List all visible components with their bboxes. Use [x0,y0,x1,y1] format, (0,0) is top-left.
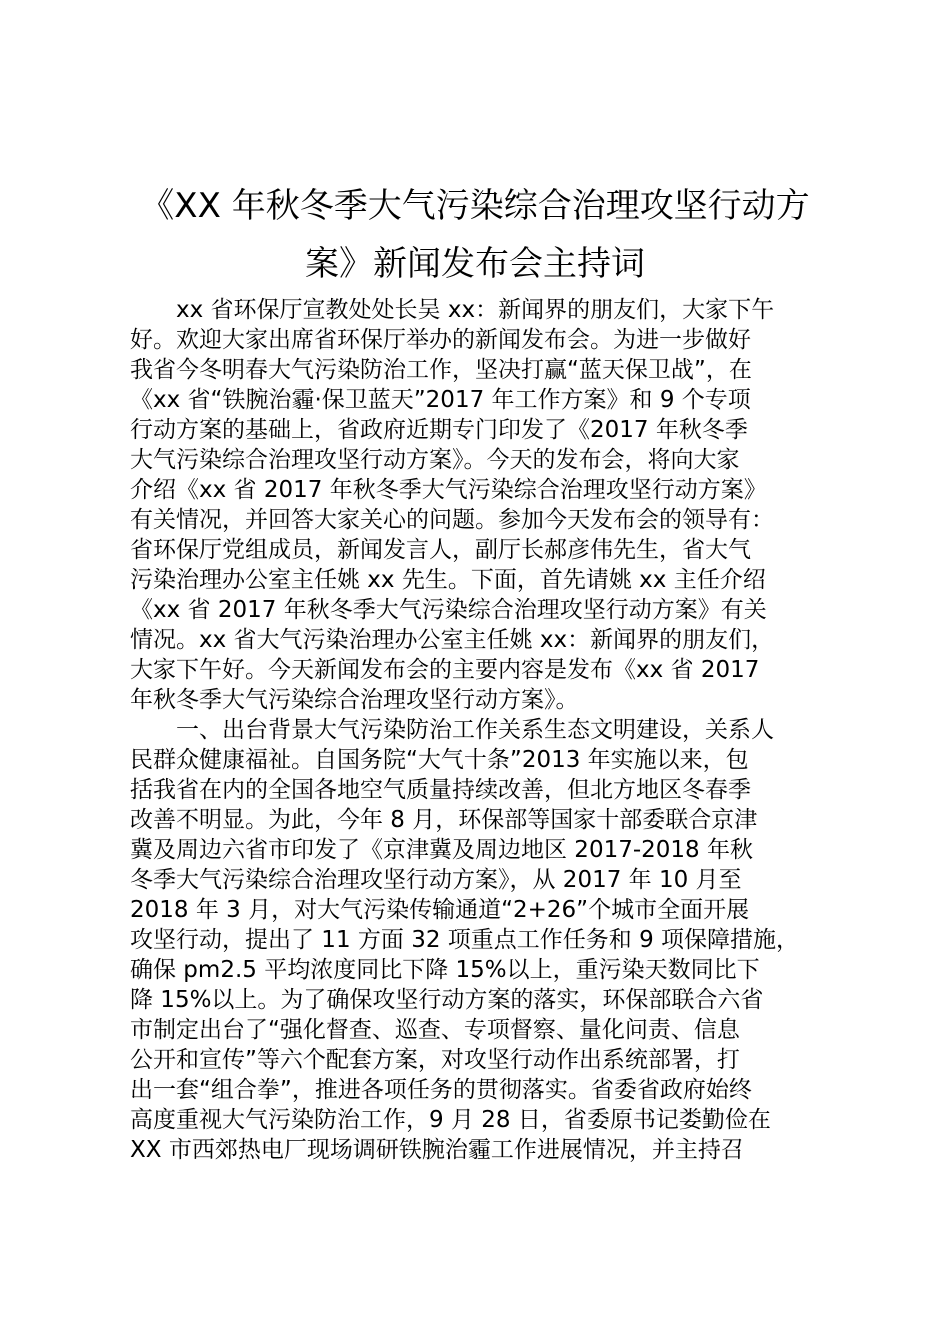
body-line-22: 攻坚行动，提出了 11 方面 32 项重点工作任务和 9 项保障措施， [130,927,800,953]
body-line-18: 改善不明显。为此，今年 8 月，环保部等国家十部委联合京津 [130,807,758,833]
body-line-2: 好。欢迎大家出席省环保厅举办的新闻发布会。为进一步做好 [130,327,751,353]
body-line-19: 冀及周边六省市印发了《京津冀及周边地区 2017-2018 年秋 [130,837,753,863]
body-line-12: 情况。xx 省大气污染治理办公室主任姚 xx：新闻界的朋友们， [130,627,775,653]
body-line-8: 有关情况，并回答大家关心的问题。参加今天发布会的领导有： [130,507,774,533]
body-line-21: 2018 年 3 月，对大气污染传输通道“2+26”个城市全面开展 [130,897,750,923]
body-line-29: XX 市西郊热电厂现场调研铁腕治霾工作进展情况，并主持召 [130,1137,744,1163]
body-line-25: 市制定出台了“强化督查、巡查、专项督察、量化问责、信息 [130,1017,740,1043]
body-line-26: 公开和宣传”等六个配套方案，对攻坚行动作出系统部署，打 [130,1047,740,1073]
body-line-15: 一、出台背景大气污染防治工作关系生态文明建设，关系人 [176,717,774,743]
body-line-17: 括我省在内的全国各地空气质量持续改善，但北方地区冬春季 [130,777,751,803]
body-line-24: 降 15%以上。为了确保攻坚行动方案的落实，环保部联合六省 [130,987,764,1013]
document-title-line-2: 案》新闻发布会主持词 [305,244,645,284]
body-line-3: 我省今冬明春大气污染防治工作，坚决打赢“蓝天保卫战”，在 [130,357,752,383]
body-line-23: 确保 pm2.5 平均浓度同比下降 15%以上，重污染天数同比下 [130,957,760,983]
body-line-13: 大家下午好。今天新闻发布会的主要内容是发布《xx 省 2017 [130,657,760,683]
body-line-11: 《xx 省 2017 年秋冬季大气污染综合治理攻坚行动方案》有关 [130,597,767,623]
body-line-20: 冬季大气污染综合治理攻坚行动方案》，从 2017 年 10 月至 [130,867,742,893]
body-line-14: 年秋冬季大气污染综合治理攻坚行动方案》。 [130,687,579,713]
body-line-16: 民群众健康福祉。自国务院“大气十条”2013 年实施以来，包 [130,747,749,773]
body-line-9: 省环保厅党组成员，新闻发言人，副厅长郝彦伟先生，省大气 [130,537,751,563]
body-line-6: 大气污染综合治理攻坚行动方案》。今天的发布会，将向大家 [130,447,740,473]
body-line-28: 高度重视大气污染防治工作，9 月 28 日，省委原书记娄勤俭在 [130,1107,771,1133]
document-body [130,295,850,1165]
body-line-7: 介绍《xx 省 2017 年秋冬季大气污染综合治理攻坚行动方案》 [130,477,767,503]
body-line-5: 行动方案的基础上，省政府近期专门印发了《2017 年秋冬季 [130,417,748,443]
document-title-line-1: 《XX 年秋冬季大气污染综合治理攻坚行动方 [140,186,810,226]
body-line-1: xx 省环保厅宣教处处长吴 xx：新闻界的朋友们，大家下午 [176,297,775,323]
body-line-27: 出一套“组合拳”，推进各项任务的贯彻落实。省委省政府始终 [130,1077,752,1103]
body-line-4: 《xx 省“铁腕治霾·保卫蓝天”2017 年工作方案》和 9 个专项 [130,387,751,413]
body-line-10: 污染治理办公室主任姚 xx 先生。下面，首先请姚 xx 主任介绍 [130,567,766,593]
